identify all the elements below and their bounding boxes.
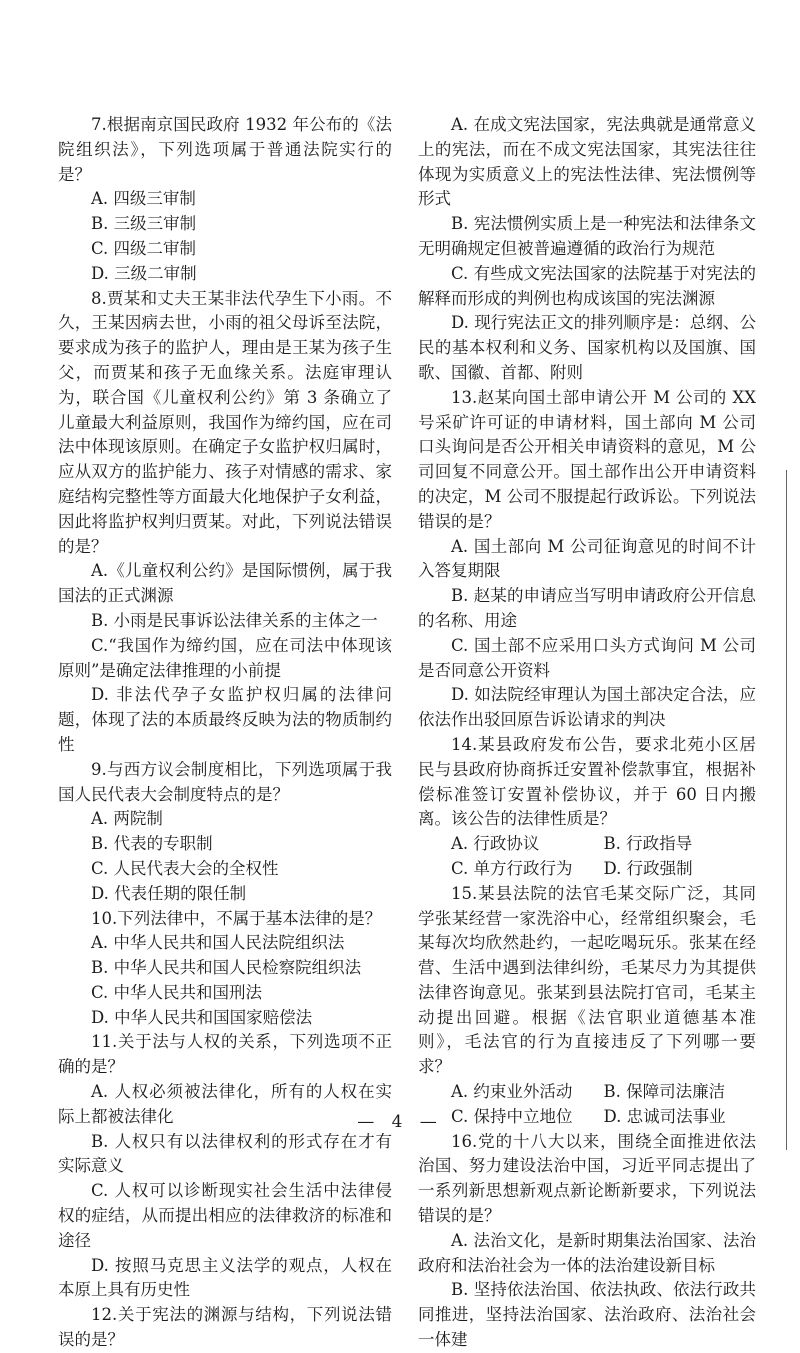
question-text: D. 按照马克思主义法学的观点，人权在本原上具有历史性 [58, 1255, 392, 1300]
option-text: A. 行政协议 [451, 834, 540, 854]
option-row [418, 1080, 756, 1105]
question-text: 9.与西方议会制度相比，下列选项属于我国人民代表大会制度特点的是？ [58, 759, 392, 804]
question-text: B. 坚持依法治国、依法执政、依法行政共同推进，坚持法治国家、法治政府、法治社会一体建 [418, 1280, 756, 1350]
option-text: A. 约束业外活动 [451, 1082, 573, 1102]
question-text: 15.某县法院的法官毛某交际广泛，其同学张某经营一家洗浴中心，经常组织聚会，毛某每次均欣然赴约，一起吃喝玩乐。张某在经营、生活中遇到法律纠纷，毛某尽力为其提供法律咨询意见。张某到县法院打官司，毛某主动提出回避。根据《法官职业道德基本准则》，毛法官的行为直接违反了下列哪一要求？ [418, 883, 756, 1077]
question-text: C.“我国作为缔约国，应在司法中体现该原则”是确定法律推理的小前提 [58, 635, 392, 680]
page-edge-line [786, 470, 787, 1150]
option-text: A. 四级三审制 [91, 189, 196, 209]
question-text: 7.根据南京国民政府 1932 年公布的《法院组织法》，下列选项属于普通法院实行的是？ [58, 115, 392, 184]
question-text: 11.关于法与人权的关系，下列选项不正确的是？ [58, 1032, 392, 1077]
option-text: A. 中华人民共和国人民法院组织法 [91, 933, 345, 953]
option-text: A. 两院制 [91, 809, 163, 829]
question-text: A. 国土部向 M 公司征询意见的时间不计入答复期限 [418, 536, 756, 581]
option-text: C. 保持中立地位 [451, 1106, 573, 1126]
option-text: B. 保障司法廉洁 [603, 1082, 726, 1102]
page-number: — 4 — [357, 1112, 443, 1132]
option-text: D. 代表任期的限任制 [91, 883, 247, 903]
question-text: A.《儿童权利公约》是国际惯例，属于我国法的正式渊源 [58, 561, 392, 606]
question-text: D. 非法代孕子女监护权归属的法律问题，体现了法的本质最终反映为法的物质制约性 [58, 685, 392, 754]
question-text: B. 宪法惯例实质上是一种宪法和法律条文无明确规定但被普遍遵循的政治行为规范 [418, 214, 756, 258]
option-text: C. 四级二审制 [91, 238, 197, 258]
option-text: B. 行政指导 [603, 834, 693, 854]
option-text: C. 人民代表大会的全权性 [91, 858, 279, 878]
question-text: B. 赵某的申请应当写明申请政府公开信息的名称、用途 [418, 586, 756, 630]
right-column [418, 113, 756, 1353]
option-row [418, 832, 756, 857]
question-text: 16.党的十八大以来，围绕全面推进依法治国、努力建设法治中国，习近平同志提出了一系列新思想新观点新论断新要求，下列说法错误的是？ [418, 1131, 756, 1226]
question-text: 13.赵某向国土部申请公开 M 公司的 XX 号采矿许可证的申请材料，国土部向 M 公司口头询问是否公开相关申请资料的意见，M 公司回复不同意公开。国土部作出公开申请资料的决定，M 公司不服提起行政诉讼。下列说法错误的是？ [418, 387, 756, 531]
question-text: B. 小雨是民事诉讼法律关系的主体之一 [91, 610, 378, 630]
option-text: B. 三级三审制 [91, 214, 197, 234]
question-text: 10.下列法律中，不属于基本法律的是？ [91, 908, 382, 928]
question-text: 12.关于宪法的渊源与结构，下列说法错误的是？ [58, 1305, 392, 1350]
question-text: A. 在成文宪法国家，宪法典就是通常意义上的宪法，而在不成文宪法国家，其宪法往往体现为实质意义上的宪法性法律、宪法惯例等形式 [418, 115, 756, 209]
question-text: D. 现行宪法正文的排列顺序是：总纲、公民的基本权利和义务、国家机构以及国旗、国歌、国徽、首都、附则 [418, 313, 756, 382]
option-text: B. 中华人民共和国人民检察院组织法 [91, 958, 362, 978]
option-text: D. 三级二审制 [91, 263, 197, 283]
option-text: D. 中华人民共和国国家赔偿法 [91, 1007, 313, 1027]
question-text: C. 有些成文宪法国家的法院基于对宪法的解释而形成的判例也构成该国的宪法渊源 [418, 263, 756, 308]
option-text: C. 单方行政行为 [451, 858, 573, 878]
question-text: B. 人权只有以法律权利的形式存在才有实际意义 [58, 1131, 392, 1176]
question-text: A. 法治文化，是新时期集法治国家、法治政府和法治社会为一体的法治建设新目标 [418, 1230, 756, 1275]
question-text: 8.贾某和丈夫王某非法代孕生下小雨。不久，王某因病去世，小雨的祖父母诉至法院，要求成为孩子的监护人，理由是王某为孩子生父，而贾某和孩子无血缘关系。法庭审理认为，联合国《儿童权利公约》第 3 条确立了儿童最大利益原则，我国作为缔约国，应在司法中体现该原则。在确定子女监护权归属时，应从双方的监护能力、孩子对情感的需求、家庭结构完整性等方面最大化地保护子女利益，因此将监护权判归贾某。对此，下列说法错误的是？ [58, 288, 392, 556]
option-text: C. 中华人民共和国刑法 [91, 982, 263, 1002]
option-row [418, 857, 756, 882]
question-text: C. 国土部不应采用口头方式询问 M 公司是否同意公开资料 [418, 635, 756, 680]
question-text: D. 如法院经审理认为国土部决定合法，应依法作出驳回原告诉讼请求的判决 [418, 685, 756, 730]
question-text: 14.某县政府发布公告，要求北苑小区居民与县政府协商拆迁安置补偿款事宜，根据补偿标准签订安置补偿协议，并于 60 日内搬离。该公告的法律性质是？ [418, 734, 756, 829]
question-text: C. 人权可以诊断现实社会生活中法律侵权的症结，从而提出相应的法律救济的标准和途径 [58, 1181, 392, 1250]
question-text: A. 人权必须被法律化，所有的人权在实际上都被法律化 [58, 1082, 392, 1126]
option-text: D. 忠诚司法事业 [603, 1106, 726, 1126]
option-text: D. 行政强制 [603, 858, 693, 878]
left-column [58, 113, 392, 1353]
option-text: B. 代表的专职制 [91, 834, 213, 854]
